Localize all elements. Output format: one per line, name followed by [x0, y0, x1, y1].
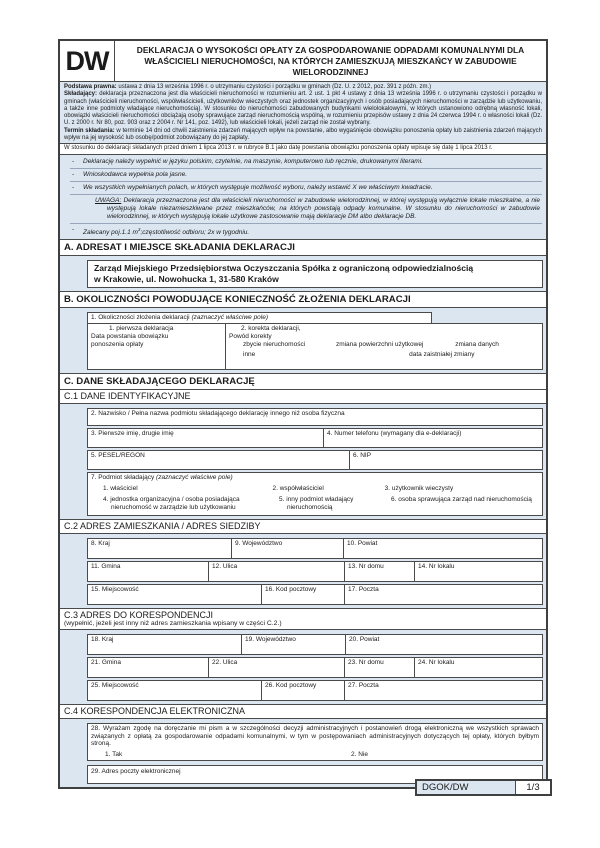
correction-reason-label: Powód korekty — [229, 333, 272, 341]
option-first-declaration[interactable]: 1. pierwsza deklaracja — [109, 325, 174, 333]
legal-deadline — [64, 128, 542, 143]
instruction-item: - Wnioskodawca wypełnia pola jasne. — [70, 169, 542, 182]
section-c3-body — [60, 630, 546, 705]
option-perpetual-user[interactable]: 3. użytkownik wieczysty — [384, 485, 454, 493]
section-a-body — [60, 256, 546, 292]
option-yes[interactable]: 1. Tak — [105, 750, 123, 758]
footer-form-code: DGOK/DW — [417, 781, 515, 794]
field-post-office[interactable] — [344, 584, 543, 605]
legal-filer — [64, 91, 542, 127]
section-c4-header: C.4 KORESPONDENCJA ELEKTRONICZNA — [60, 705, 546, 719]
recommended-text-suffix: ;częstotliwość odbioru; 2x w tygodniu. — [140, 228, 250, 236]
form-footer — [415, 779, 552, 796]
field-label: 5. PESEL/REGON — [91, 452, 145, 460]
legal-basis-label: Podstawa prawna: — [64, 84, 117, 90]
field-nip[interactable] — [349, 450, 543, 470]
field-street[interactable] — [208, 561, 345, 582]
field-phone-number[interactable] — [323, 428, 543, 448]
option-other-controlling-entity[interactable]: 5. inny podmiot władający nieruchomością — [279, 496, 354, 511]
addressee-line1: Zarząd Miejskiego Przedsiębiorstwa Oczyszczania Spółka z ograniczoną odpowiedzialnością — [94, 262, 474, 273]
option-correction[interactable]: 2. korekta deklaracji, — [241, 325, 301, 333]
b1-label-text: 1. Okoliczności złożenia deklaracji — [91, 314, 192, 322]
section-c-header: C. DANE SKŁADAJĄCEGO DEKLARACJĘ — [60, 374, 546, 390]
section-c2-body — [60, 534, 546, 609]
field-label: 22. Ulica — [212, 659, 238, 667]
option-area-change[interactable]: zmiana powierzchni użytkowej — [335, 341, 424, 349]
field-corr-house-number[interactable] — [344, 657, 415, 678]
field-postal-code[interactable] — [261, 584, 345, 605]
field-corr-voivodeship[interactable] — [241, 634, 346, 655]
field-label: 14. Nr lokalu — [418, 563, 455, 571]
field-label: 20. Powiat — [349, 636, 380, 644]
section-c1-header: C.1 DANE IDENTYFIKACYJNE — [60, 390, 546, 404]
section-c3-note: (wypełnić, jeżeli jest inny niż adres zamieszkania wpisany w części C.2.) — [64, 620, 282, 628]
option-organizational-unit[interactable]: 4. jednostka organizacyjna / osoba posiadająca nieruchomość w zarządzie lub użytkowaniu — [103, 496, 240, 511]
option-property-manager[interactable]: 6. osoba sprawująca zarząd nad nieruchomością — [391, 496, 532, 504]
field-label: 11. Gmina — [91, 563, 121, 571]
field-label: 27. Poczta — [348, 682, 379, 690]
econsent-text: 28. Wyrażam zgodę na doręczanie mi pism a w szczególności decyzji administracyjnych i postanowień drogą elektroniczną we wszystkich sprawach związanych z opłatą za gospodarowanie odpadami komunalnymi, w tym w postępowaniach administracyjnych dotyczących tej opłaty, których byłbym stroną. — [91, 725, 539, 748]
field-label: 8. Kraj — [91, 540, 110, 548]
option-co-owner[interactable]: 2. współwłaściciel — [272, 485, 324, 493]
field-corr-apartment-number[interactable] — [414, 657, 543, 678]
field-label: 25. Miejscowość — [91, 682, 139, 690]
field-econsent — [87, 723, 543, 762]
field-label: 3. Pierwsze imię, drugie imię — [91, 430, 174, 438]
field-label: 17. Poczta — [348, 586, 379, 594]
correction-other-row — [229, 351, 539, 358]
field-label: 6. NIP — [353, 452, 372, 460]
form-code-badge: DW — [60, 41, 115, 81]
field-label: 13. Nr domu — [348, 563, 384, 571]
option-other[interactable]: inne — [243, 351, 256, 359]
field-label: 4. Numer telefonu (wymagany dla e-deklaracji) — [327, 430, 462, 438]
field-commune[interactable] — [87, 561, 209, 582]
field-country[interactable] — [87, 538, 232, 559]
option-owner[interactable]: 1. właściciel — [103, 485, 138, 493]
field-label: 2. Nazwisko / Pełna nazwa podmiotu składającego deklarację innego niż osoba fizyczna — [91, 410, 345, 418]
econsent-options — [91, 751, 539, 759]
field-corr-post-office[interactable] — [344, 680, 543, 701]
field-label: 24. Nr lokalu — [418, 659, 455, 667]
correction-cell[interactable] — [225, 323, 543, 370]
instructions-block — [60, 155, 546, 240]
warning-text: Deklaracja przeznaczona jest dla właścicieli nieruchomości w zabudowie wielorodzinnej, w której występują wyłącznie lokale mieszkalne, a nie występują lokale niezamieszkiwane przez mieszkańców, na których powstają odpady komunalne. W stosunku do nieruchomości w zabudowie wielorodzinnej, w których występują lokale użytkowe zastosowanie mają deklaracje DM albo deklaracje DB. — [107, 196, 540, 220]
field-label: 10. Powiat — [347, 540, 378, 548]
field-voivodeship[interactable] — [231, 538, 344, 559]
field-filing-entity — [87, 472, 543, 516]
field-label: 9. Województwo — [235, 540, 283, 548]
change-date-label: data zaistniałej zmiany — [409, 351, 475, 359]
field-corr-country[interactable] — [87, 634, 242, 655]
legal-filer-label: Składający: — [64, 91, 98, 98]
field-label: 21. Gmina — [91, 659, 121, 667]
entity-options-row2 — [91, 496, 539, 511]
section-c1-body — [60, 404, 546, 520]
option-no[interactable]: 2. Nie — [351, 750, 369, 758]
field-city[interactable] — [87, 584, 262, 605]
field-label: 19. Województwo — [245, 636, 296, 644]
field-corr-postal-code[interactable] — [261, 680, 345, 701]
field-label: 15. Miejscowość — [91, 586, 139, 594]
form-header — [60, 41, 546, 82]
instruction-item — [70, 224, 542, 239]
legal-deadline-text: w terminie 14 dni od chwili zaistnienia zdarzeń mających wpływ na powstanie, albo wygaśnięcie obowiązku ponoszenia opłaty lub zaistnienia zdarzeń mających wpływ na jej wysokość lub osobę/podmiot zobowiązany do jej zapłaty. — [64, 127, 543, 142]
declaration-form — [58, 39, 548, 789]
first-declaration-date-label: Data powstania obowiązku ponoszenia opłaty — [91, 333, 169, 348]
superscript-3: 3 — [137, 226, 141, 232]
footer-page-number: 1/3 — [515, 781, 550, 794]
note-2013: W stosunku do deklaracji składanych przed dniem 1 lipca 2013 r. w rubryce B.1 jako datę powstania obowiązku ponoszenia opłaty wpisuje się datę 1 lipca 2013 r. — [60, 143, 546, 154]
field-house-number[interactable] — [344, 561, 415, 582]
option-data-change[interactable]: zmiana danych — [455, 341, 499, 349]
section-b-header: B. OKOLICZNOŚCI POWODUJĄCE KONIECZNOŚĆ ZŁOŻENIA DEKLARACJI — [60, 292, 546, 308]
warning-label: UWAGA: — [95, 196, 122, 204]
section-c4-body — [60, 719, 546, 788]
legal-basis-text: ustawa z dnia 13 września 1996 r. o utrzymaniu czystości i porządku w gminach (Dz. U. z 2012, poz. 391 z późn. zm.) — [116, 84, 432, 90]
form-title: DEKLARACJA O WYSOKOŚCI OPŁATY ZA GOSPODAROWANIE ODPADAMI KOMUNALNYMI DLA WŁAŚCICIELI NIERUCHOMOŚCI, NA KTÓRYCH ZAMIESZKUJĄ MIESZKAŃCY W ZABUDOWIE WIELORODZINNEJ — [136, 45, 525, 77]
b1-cells — [87, 323, 543, 370]
instruction-item: - Deklarację należy wypełnić w języku polskim, czytelnie, na maszynie, komputerowo lub ręcznie, drukowanymi literami. — [70, 156, 542, 169]
field-corr-city[interactable] — [87, 680, 262, 701]
entity-options-row1 — [91, 485, 539, 492]
b1-label-note: (zaznaczyć właściwe pole) — [191, 314, 269, 322]
instruction-warning — [70, 195, 542, 224]
field-label: 26. Kod pocztowy — [265, 682, 317, 690]
field-first-middle-name[interactable] — [87, 428, 324, 448]
field-corr-county[interactable] — [345, 634, 543, 655]
legal-block — [60, 82, 546, 143]
field-county[interactable] — [343, 538, 543, 559]
field-label: 16. Kod pocztowy — [265, 586, 317, 594]
field-corr-street[interactable] — [208, 657, 345, 678]
field-label: 12. Ulica — [212, 563, 238, 571]
field-apartment-number[interactable] — [414, 561, 543, 582]
correction-reasons-row — [229, 341, 539, 348]
addressee-box — [87, 260, 543, 288]
field-full-name[interactable] — [87, 408, 543, 426]
field-label: 23. Nr domu — [348, 659, 384, 667]
section-c2-header: C.2 ADRES ZAMIESZKANIA / ADRES SIEDZIBY — [60, 520, 546, 534]
section-c3-header — [60, 609, 546, 630]
field-pesel-regon[interactable] — [87, 450, 350, 470]
section-a-header: A. ADRESAT I MIEJSCE SKŁADANIA DEKLARACJI — [60, 240, 546, 256]
field-label: 18. Kraj — [91, 636, 114, 644]
section-c3-title: C.3 ADRES DO KORESPONDENCJI — [64, 610, 214, 621]
field-corr-commune[interactable] — [87, 657, 209, 678]
legal-filer-text: deklaracja przeznaczona jest dla właścicieli nieruchomości w rozumieniu art. 2 ust. 1 pkt 4 ustawy z dnia 13 września 1996 r. o utrzymaniu czystości i porządku w gminach (właścicieli nieruchomości, współwłaścicieli, użytkowników wieczystych oraz jednostek organizacyjnych i osób posiadających nieruchomości w zarządzie lub użytkowaniu, a także inne podmioty władające nieruchomością). W stosunku do nieruchomości zabudowanych budynkami wielolokalowymi, w których ustanowiono odrębną własność lokali, obowiązki właścicieli nieruchomości obciążają osoby sprawujące zarząd nieruchomością wspólną, w rozumieniu przepisów ustawy z dnia 24 czerwca 1994 r. o własności lokali (Dz. U. z 2000 r. Nr 80, poz. 903 oraz z 2004 r. Nr 141, poz. 1492), lub właścicieli lokali, jeżeli zarząd nie został wybrany. — [64, 91, 542, 127]
section-b-body — [60, 308, 546, 374]
field-label: 29. Adres poczty elektronicznej — [91, 767, 181, 775]
instruction-item: - We wszystkich wypełnianych polach, w których występuje możliwość wyboru, należy wstawić X we właściwym kwadracie. — [70, 182, 542, 195]
legal-deadline-label: Termin składania: — [64, 127, 115, 134]
first-declaration-cell[interactable] — [87, 323, 226, 370]
option-property-sale[interactable]: zbycie nieruchomości — [243, 341, 306, 349]
recommended-text: Zalecany poj.1.1 m — [83, 228, 138, 236]
field-label: 7. Podmiot składający (zaznaczyć właściwe pole) — [91, 474, 233, 482]
addressee-line2: w Krakowie, ul. Nowohucka 1, 31-580 Kraków — [94, 273, 279, 284]
legal-basis — [64, 84, 542, 91]
